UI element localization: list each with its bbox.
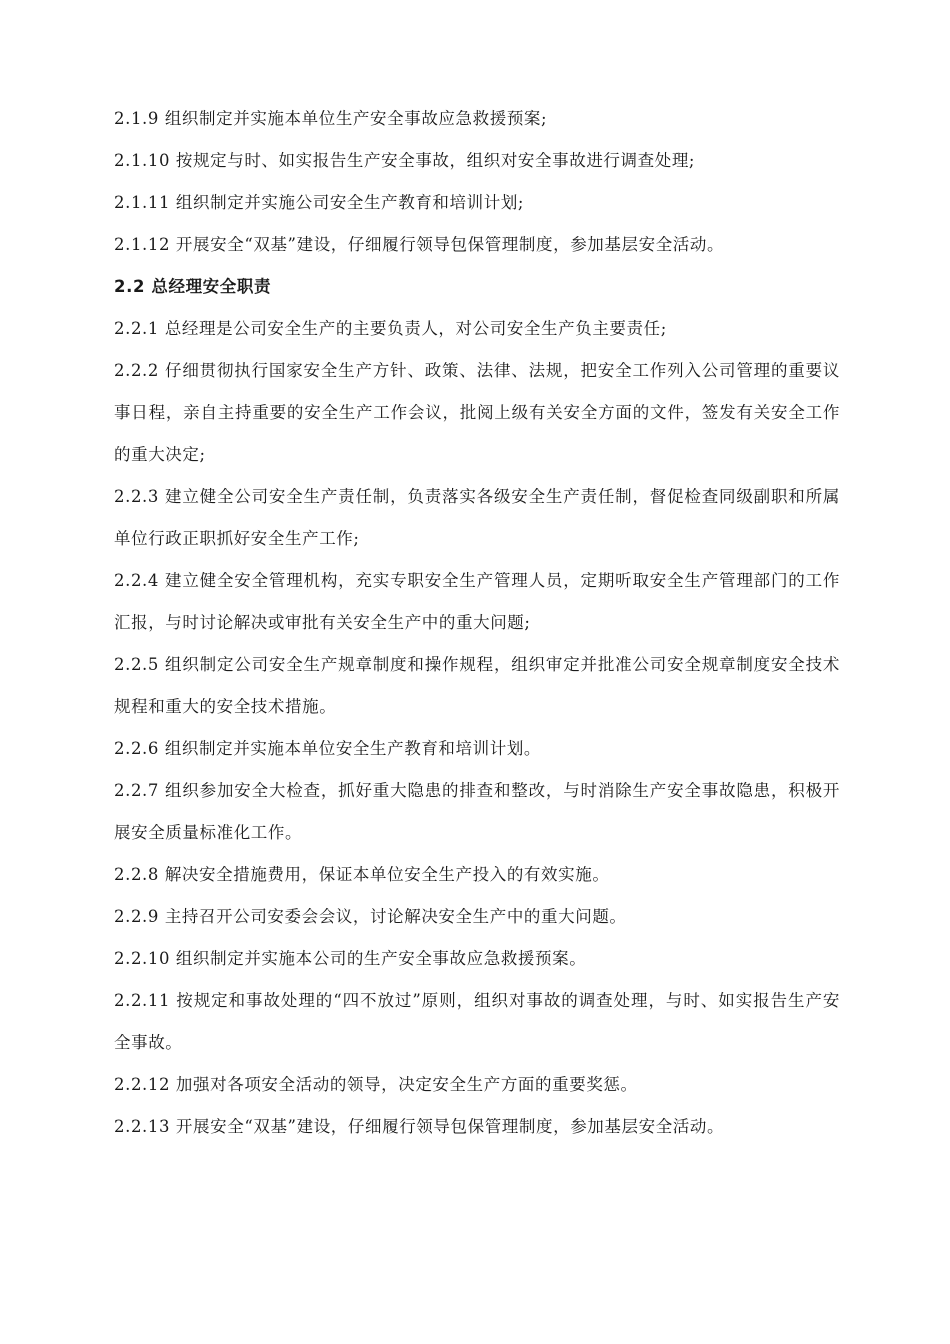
clause-2-2-11: 2.2.11 按规定和事故处理的“四不放过”原则，组织对事故的调查处理，与时、如实报告生产安全事故。	[114, 991, 840, 1052]
clause-2-2-3: 2.2.3 建立健全公司安全生产责任制，负责落实各级安全生产责任制，督促检查同级副职和所属单位行政正职抓好安全生产工作;	[114, 487, 840, 548]
clause-2-2-7: 2.2.7 组织参加安全大检查，抓好重大隐患的排查和整改，与时消除生产安全事故隐患，积极开展安全质量标准化工作。	[114, 781, 840, 842]
document-page	[114, 98, 840, 1148]
clause-2-2-12: 2.2.12 加强对各项安全活动的领导，决定安全生产方面的重要奖惩。	[114, 1075, 638, 1094]
clause-2-2-9: 2.2.9 主持召开公司安委会会议，讨论解决安全生产中的重大问题。	[114, 907, 627, 926]
clause-2-2-5: 2.2.5 组织制定公司安全生产规章制度和操作规程，组织审定并批准公司安全规章制度安全技术规程和重大的安全技术措施。	[114, 655, 840, 716]
clause-2-2-4: 2.2.4 建立健全安全管理机构，充实专职安全生产管理人员，定期听取安全生产管理部门的工作汇报，与时讨论解决或审批有关安全生产中的重大问题;	[114, 571, 840, 632]
clause-2-2-13: 2.2.13 开展安全“双基”建设，仔细履行领导包保管理制度，参加基层安全活动。	[114, 1117, 725, 1136]
clause-2-1-10: 2.1.10 按规定与时、如实报告生产安全事故，组织对安全事故进行调查处理;	[114, 151, 696, 170]
clause-2-2-2: 2.2.2 仔细贯彻执行国家安全生产方针、政策、法律、法规，把安全工作列入公司管理的重要议事日程，亲自主持重要的安全生产工作会议，批阅上级有关安全方面的文件，签发有关安全工作的重大决定;	[114, 361, 840, 464]
clause-2-1-9: 2.1.9 组织制定并实施本单位生产安全事故应急救援预案;	[114, 109, 548, 128]
clause-2-1-11: 2.1.11 组织制定并实施公司安全生产教育和培训计划;	[114, 193, 525, 212]
clause-2-2-8: 2.2.8 解决安全措施费用，保证本单位安全生产投入的有效实施。	[114, 865, 610, 884]
clause-2-2-10: 2.2.10 组织制定并实施本公司的生产安全事故应急救援预案。	[114, 949, 587, 968]
section-heading-2-2: 2.2 总经理安全职责	[114, 277, 272, 296]
clause-2-1-12: 2.1.12 开展安全“双基”建设，仔细履行领导包保管理制度，参加基层安全活动。	[114, 235, 725, 254]
clause-2-2-6: 2.2.6 组织制定并实施本单位安全生产教育和培训计划。	[114, 739, 542, 758]
clause-2-2-1: 2.2.1 总经理是公司安全生产的主要负责人，对公司安全生产负主要责任;	[114, 319, 667, 338]
